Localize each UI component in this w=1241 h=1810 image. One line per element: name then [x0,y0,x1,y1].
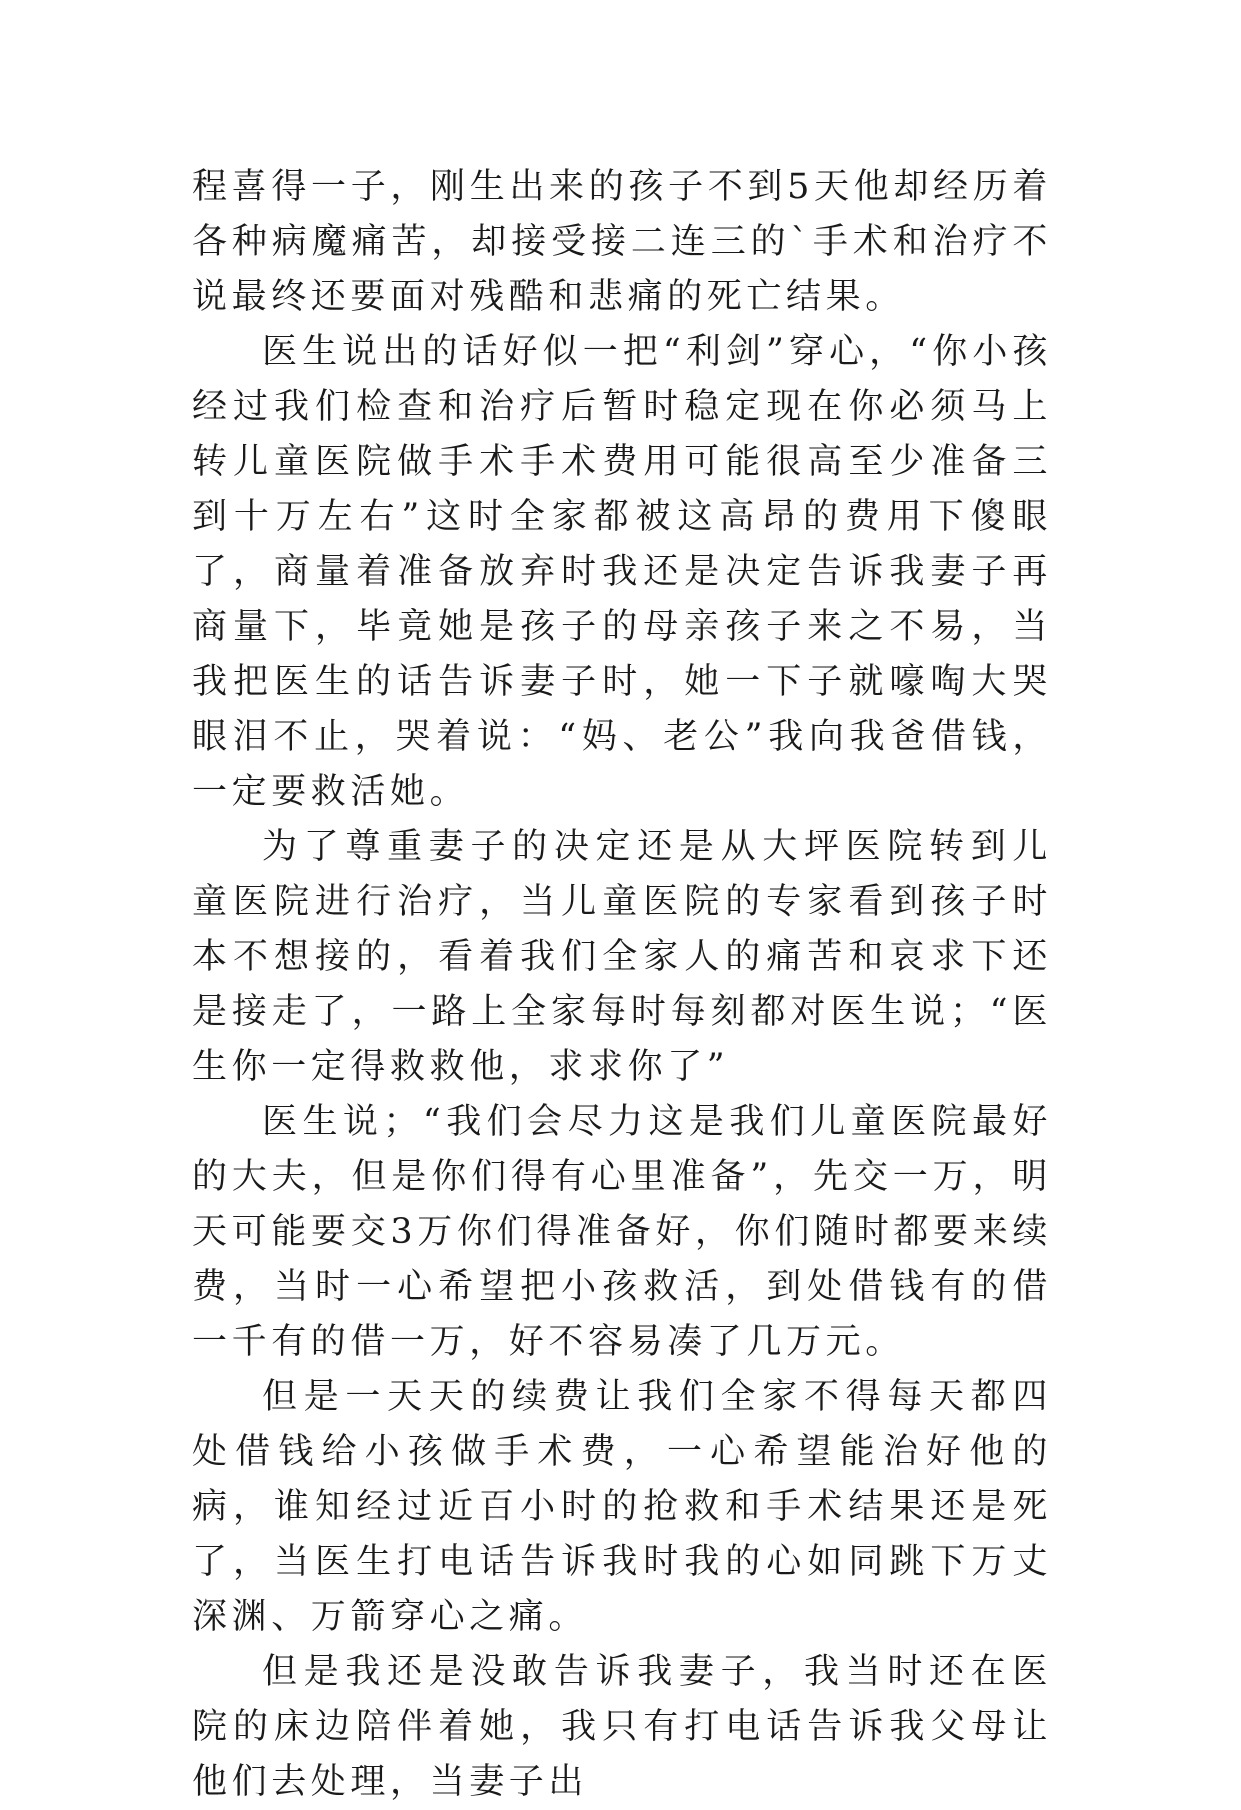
paragraph-6: 但是我还是没敢告诉我妻子，我当时还在医院的床边陪伴着她，我只有打电话告诉我父母让他们去处理，当妻子出 [192,1652,1052,1802]
paragraph-2: 医生说出的话好似一把“利剑”穿心，“你小孩经过我们检查和治疗后暂时稳定现在你必须马上转儿童医院做手术手术费用可能很高至少准备三到十万左右”这时全家都被这高昂的费用下傻眼了，商量着准备放弃时我还是决定告诉我妻子再商量下，毕竟她是孩子的母亲孩子来之不易，当我把医生的话告诉妻子时，她一下子就嚎啕大哭眼泪不止，哭着说：“妈、老公”我向我爸借钱，一定要救活她。 [192,332,1052,812]
paragraph-4: 医生说；“我们会尽力这是我们儿童医院最好的大夫，但是你们得有心里准备”，先交一万，明天可能要交3万你们得准备好，你们随时都要来续费，当时一心希望把小孩救活，到处借钱有的借一千有的借一万，好不容易凑了几万元。 [192,1102,1052,1362]
paragraph-5: 但是一天天的续费让我们全家不得每天都四处借钱给小孩做手术费，一心希望能治好他的病，谁知经过近百小时的抢救和手术结果还是死了，当医生打电话告诉我时我的心如同跳下万丈深渊、万箭穿心之痛。 [192,1377,1052,1637]
body-text [192,160,1052,1810]
paragraph-1: 程喜得一子，刚生出来的孩子不到5天他却经历着各种病魔痛苦，却接受接二连三的`手术和治疗不说最终还要面对残酷和悲痛的死亡结果。 [192,167,1052,317]
paragraph-3: 为了尊重妻子的决定还是从大坪医院转到儿童医院进行治疗，当儿童医院的专家看到孩子时本不想接的，看着我们全家人的痛苦和哀求下还是接走了，一路上全家每时每刻都对医生说；“医生你一定得救救他，求求你了” [192,827,1052,1087]
